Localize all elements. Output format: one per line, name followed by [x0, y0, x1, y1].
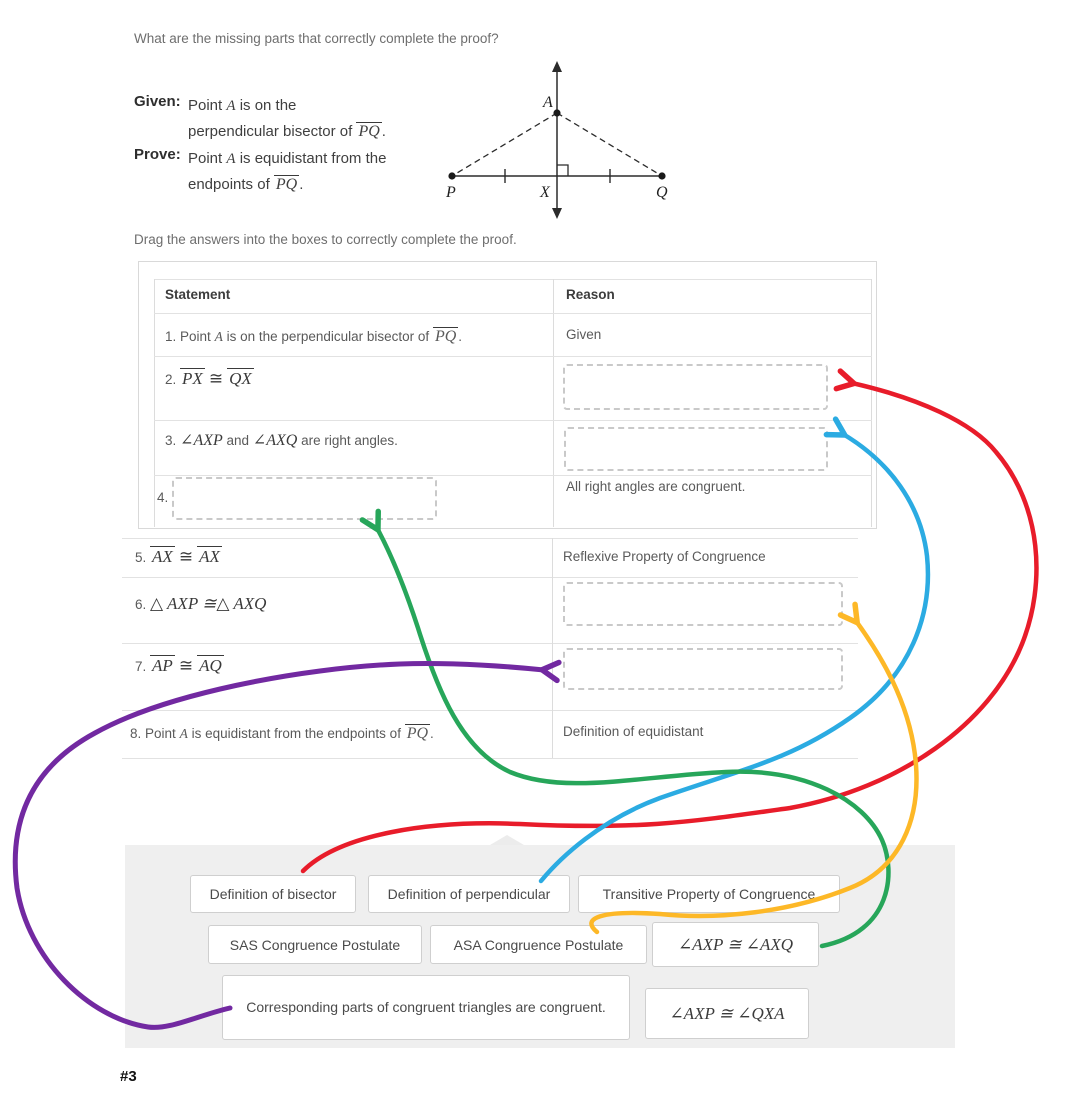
label-q: Q [656, 184, 668, 201]
table-column-divider [552, 538, 553, 758]
prove-line2: endpoints of PQ . [188, 176, 304, 193]
statement-2: 2. PX ≅ QX [165, 369, 252, 388]
reason-5: Reflexive Property of Congruence [563, 549, 766, 564]
tile-definition-of-perpendicular[interactable]: Definition of perpendicular [368, 875, 570, 913]
page-label: #3 [120, 1068, 137, 1085]
tile-cpctc[interactable]: Corresponding parts of congruent triangles are congruent. [222, 975, 630, 1040]
tile-angle-axp-axq[interactable]: ∠AXP ≅ ∠AXQ [652, 922, 819, 967]
row-separator [122, 577, 858, 578]
label-x: X [540, 184, 550, 201]
reason-8: Definition of equidistant [563, 724, 704, 739]
table-border-left [154, 279, 155, 527]
reason-4: All right angles are congruent. [566, 479, 746, 494]
row-separator [122, 758, 858, 759]
header-reason: Reason [566, 287, 615, 302]
given-line1: Point A is on the [188, 97, 297, 114]
down-arrowhead-icon [552, 208, 562, 219]
statement-5: 5. AX ≅ AX [135, 547, 220, 566]
row-separator [154, 475, 872, 476]
prove-label: Prove: [134, 146, 181, 163]
tile-sas-postulate[interactable]: SAS Congruence Postulate [208, 925, 422, 964]
statement-8: 8. Point A is equidistant from the endpoints of PQ . [130, 725, 434, 742]
tile-transitive-property[interactable]: Transitive Property of Congruence [578, 875, 840, 913]
label-a: A [543, 94, 553, 111]
statement-1: 1. Point A is on the perpendicular bisector of PQ . [165, 328, 463, 345]
drag-instruction: Drag the answers into the boxes to correctly complete the proof. [134, 232, 517, 247]
dropzone-reason-3[interactable] [564, 427, 828, 471]
row-separator [122, 643, 858, 644]
statement-4-number: 4. [157, 490, 169, 505]
up-arrowhead-icon [552, 61, 562, 72]
given-line2: perpendicular bisector of PQ . [188, 123, 386, 140]
prove-text [188, 146, 386, 197]
right-angle-mark [557, 165, 568, 176]
dropzone-statement-4[interactable] [172, 477, 437, 520]
tile-asa-postulate[interactable]: ASA Congruence Postulate [430, 925, 647, 964]
row-separator [122, 538, 858, 539]
statement-6: 6. △ AXP ≅△ AXQ [135, 594, 267, 613]
given-label: Given: [134, 93, 181, 110]
header-statement: Statement [165, 287, 231, 302]
row-separator [154, 420, 872, 421]
table-column-divider [553, 279, 554, 527]
reason-1: Given [566, 327, 602, 342]
answer-bank-notch [490, 835, 524, 845]
question-text: What are the missing parts that correctly complete the proof? [134, 31, 499, 46]
label-p: P [446, 184, 456, 201]
table-border-top [154, 279, 872, 280]
table-border-right [871, 279, 872, 527]
perpendicular-bisector-figure [430, 55, 680, 225]
statement-7: 7. AP ≅ AQ [135, 656, 222, 675]
given-text [188, 93, 386, 144]
point-a-dot [553, 109, 560, 116]
dropzone-reason-2[interactable] [563, 364, 828, 410]
row-separator [154, 313, 872, 314]
dropzone-reason-6[interactable] [563, 582, 843, 626]
dropzone-reason-7[interactable] [563, 648, 843, 690]
statement-3: 3. ∠AXP and ∠AXQ are right angles. [165, 432, 398, 449]
point-p-dot [448, 172, 455, 179]
row-separator [154, 356, 872, 357]
point-q-dot [658, 172, 665, 179]
tile-angle-axp-qxa[interactable]: ∠AXP ≅ ∠QXA [645, 988, 809, 1039]
prove-line1: Point A is equidistant from the [188, 150, 387, 167]
tile-definition-of-bisector[interactable]: Definition of bisector [190, 875, 356, 913]
row-separator [122, 710, 858, 711]
